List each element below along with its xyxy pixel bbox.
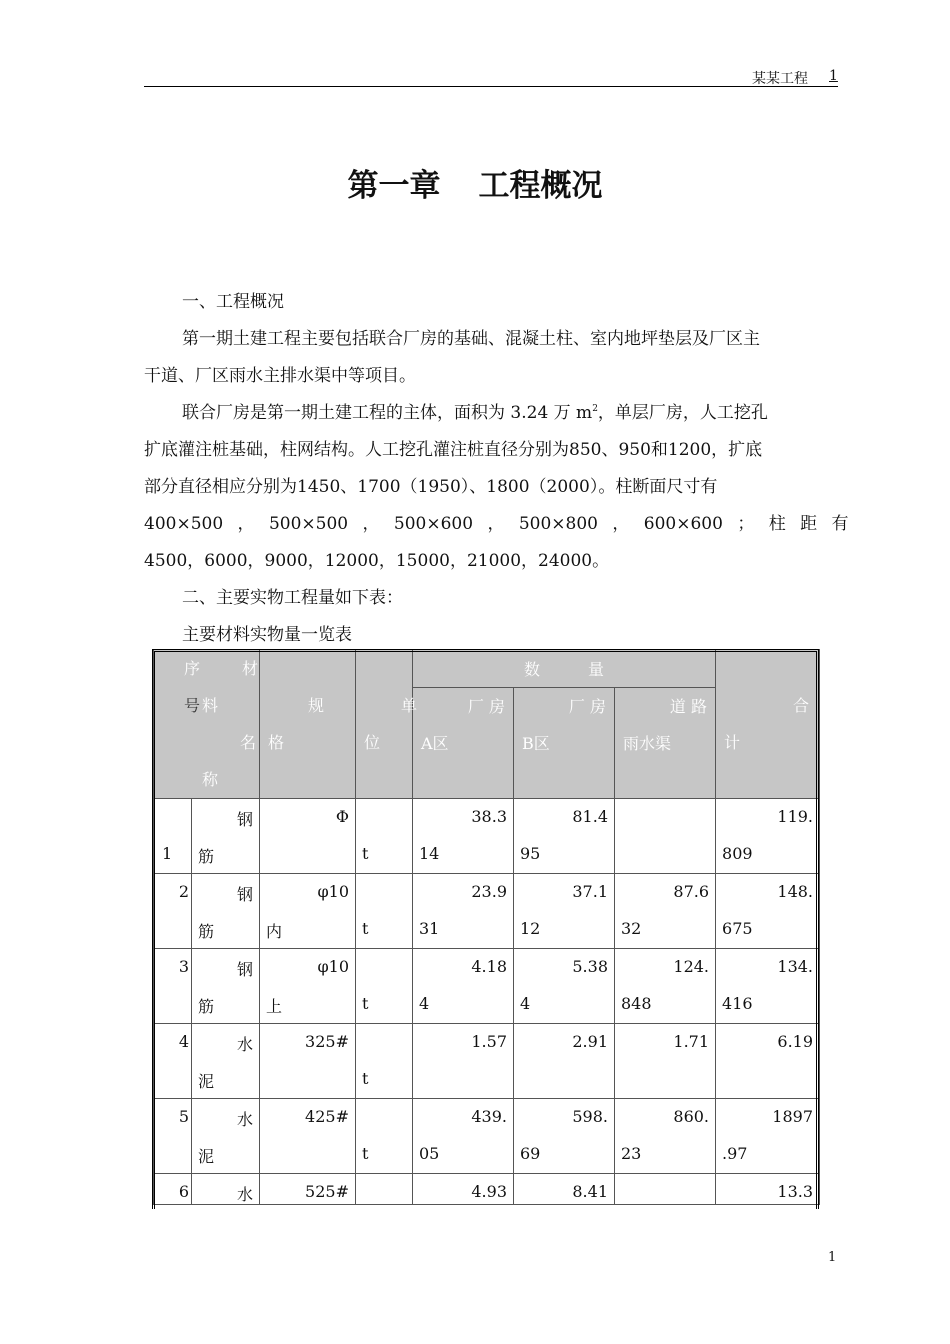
- table-row: [154, 1174, 820, 1205]
- para2-line1-b: ，单层厂房，人工挖孔: [597, 403, 768, 423]
- chapter-title: [0, 160, 950, 205]
- row5-a1: 439.: [471, 1107, 507, 1126]
- para1-line2: 干道、厂区雨水主排水渠中等项目。: [144, 366, 416, 386]
- header-c1: 道 路: [669, 697, 708, 716]
- row2-b1: 37.1: [572, 882, 608, 901]
- row5-t2: .97: [722, 1144, 748, 1163]
- row2-a2: 31: [419, 919, 440, 938]
- table-row: [154, 799, 820, 874]
- header-seq-material: [154, 650, 260, 799]
- row6-mat1: 水: [236, 1185, 253, 1204]
- header-total2: 计: [724, 733, 741, 752]
- row5-b2: 69: [520, 1144, 541, 1163]
- header-title: 某某工程: [752, 71, 808, 87]
- table-header-row-1: [154, 650, 820, 688]
- row5-spec1: 425#: [305, 1107, 349, 1126]
- row1-mat1: 钢: [236, 810, 253, 829]
- header-quantity: 数 量: [413, 650, 716, 688]
- header-seq2: 号: [184, 696, 201, 715]
- header-c2: 雨水渠: [623, 734, 672, 753]
- area-unit-superscript: 2: [592, 404, 598, 414]
- para2-line1: [182, 398, 838, 423]
- row6-a1: 4.93: [471, 1182, 507, 1201]
- para2-line3: 部分直径相应分别为1450、1700（1950）、1800（2000）。柱断面尺寸有: [144, 477, 718, 497]
- footer-page-number: 1: [828, 1250, 837, 1265]
- row5-b1: 598.: [572, 1107, 608, 1126]
- table-row: [154, 1099, 820, 1174]
- header-unit1: 单: [401, 696, 418, 715]
- row3-c2: 848: [621, 994, 652, 1013]
- header-page-number: 1: [829, 68, 838, 84]
- row6-spec1: 525#: [305, 1182, 349, 1201]
- row5-unit: t: [362, 1144, 369, 1163]
- row1-b1: 81.4: [572, 807, 608, 826]
- row2-c1: 87.6: [673, 882, 710, 901]
- header-c: [615, 688, 716, 799]
- row5-seq: 5: [178, 1107, 189, 1126]
- para1-line1: 第一期土建工程主要包括联合厂房的基础、混凝土柱、室内地坪垫层及厂区主: [182, 329, 760, 349]
- row2-mat2: 筋: [198, 922, 215, 941]
- table-row: [154, 874, 820, 949]
- row6-t1: 13.3: [777, 1182, 814, 1201]
- row3-seq: 3: [178, 957, 189, 976]
- header-a: [413, 688, 514, 799]
- header-unit: [356, 650, 418, 799]
- row2-t2: 675: [722, 919, 753, 938]
- row1-t1: 119.: [777, 807, 814, 826]
- row5-t1: 1897: [772, 1107, 814, 1126]
- row4-unit: t: [362, 1069, 369, 1088]
- header-a2: A区: [421, 734, 449, 753]
- row4-b1: 2.91: [572, 1032, 608, 1051]
- header-unit2: 位: [364, 733, 381, 752]
- header-total1: 合: [793, 696, 810, 715]
- row1-mat2: 筋: [198, 847, 215, 866]
- row1-b2: 95: [520, 844, 541, 863]
- chapter-name: 工程概况: [478, 168, 603, 204]
- row3-c1: 124.: [673, 957, 710, 976]
- table-caption: 主要材料实物量一览表: [182, 625, 352, 645]
- header-rule: [144, 86, 838, 87]
- row2-b2: 12: [520, 919, 541, 938]
- row1-a2: 14: [419, 844, 440, 863]
- header-spec1: 规: [308, 696, 325, 715]
- header-b1: 厂 房: [568, 697, 606, 716]
- row3-b2: 4: [520, 994, 531, 1013]
- row6-seq: 6: [178, 1182, 189, 1201]
- header-spec2: 格: [268, 733, 285, 752]
- header-mat4: 称: [202, 770, 219, 789]
- row3-mat1: 钢: [236, 960, 253, 979]
- row3-t1: 134.: [777, 957, 814, 976]
- row1-a1: 38.3: [471, 807, 507, 826]
- row3-t2: 416: [722, 994, 753, 1013]
- row1-seq: 1: [162, 844, 173, 863]
- row3-unit: t: [362, 994, 369, 1013]
- materials-table: [153, 649, 820, 1205]
- row1-t2: 809: [722, 844, 753, 863]
- row2-spec2: 内: [266, 922, 283, 941]
- header-mat2: 料: [202, 696, 219, 715]
- header-seq: 序: [184, 659, 201, 678]
- header-mat3: 名: [240, 733, 257, 752]
- row2-mat1: 钢: [236, 885, 253, 904]
- row4-spec1: 325#: [305, 1032, 349, 1051]
- row5-c1: 860.: [673, 1107, 710, 1126]
- table-row: [154, 1024, 820, 1099]
- row5-mat2: 泥: [198, 1147, 215, 1166]
- para2-line5: 4500，6000，9000，12000，15000，21000，24000。: [144, 551, 610, 571]
- row2-a1: 23.9: [471, 882, 507, 901]
- chapter-label: 第一章: [347, 168, 441, 204]
- row4-mat2: 泥: [198, 1072, 215, 1091]
- header-b: [514, 688, 615, 799]
- header-mat: 材: [242, 659, 259, 678]
- row4-seq: 4: [178, 1032, 189, 1051]
- header-b2: B区: [522, 734, 550, 753]
- row4-a1: 1.57: [471, 1032, 507, 1051]
- row1-unit: t: [362, 844, 369, 863]
- para2-line1-a: 联合厂房是第一期土建工程的主体，面积为 3.24 万 m: [182, 403, 593, 423]
- section2-heading: 二、主要实物工程量如下表：: [182, 588, 403, 608]
- row3-mat2: 筋: [198, 997, 215, 1016]
- row3-a2: 4: [419, 994, 430, 1013]
- row4-t1: 6.19: [777, 1032, 814, 1051]
- row3-spec1: φ10: [317, 957, 349, 976]
- section1-heading: 一、工程概况: [182, 292, 284, 312]
- para2-line4: 400×500 ， 500×500 ， 500×600 ， 500×800 ， 600×600 ； 柱 距 有: [144, 514, 849, 534]
- row2-t1: 148.: [777, 882, 814, 901]
- row1-spec1: Φ: [335, 807, 349, 826]
- row5-a2: 05: [419, 1144, 440, 1163]
- row3-spec2: 上: [266, 997, 283, 1016]
- row2-unit: t: [362, 919, 369, 938]
- row2-c2: 32: [621, 919, 642, 938]
- row2-seq: 2: [178, 882, 189, 901]
- para2-line2: 扩底灌注桩基础，柱网结构。人工挖孔灌注桩直径分别为850、950和1200，扩底: [144, 440, 763, 460]
- row5-c2: 23: [621, 1144, 642, 1163]
- header-spec: [260, 650, 356, 799]
- row4-mat1: 水: [236, 1035, 253, 1054]
- row6-b1: 8.41: [572, 1182, 608, 1201]
- row3-b1: 5.38: [572, 957, 608, 976]
- row3-a1: 4.18: [471, 957, 507, 976]
- table-row: [154, 949, 820, 1024]
- header-a1: 厂 房: [467, 697, 505, 716]
- row5-mat1: 水: [236, 1110, 253, 1129]
- row4-c1: 1.71: [673, 1032, 710, 1051]
- row2-spec1: φ10: [317, 882, 349, 901]
- header-total: [716, 650, 820, 799]
